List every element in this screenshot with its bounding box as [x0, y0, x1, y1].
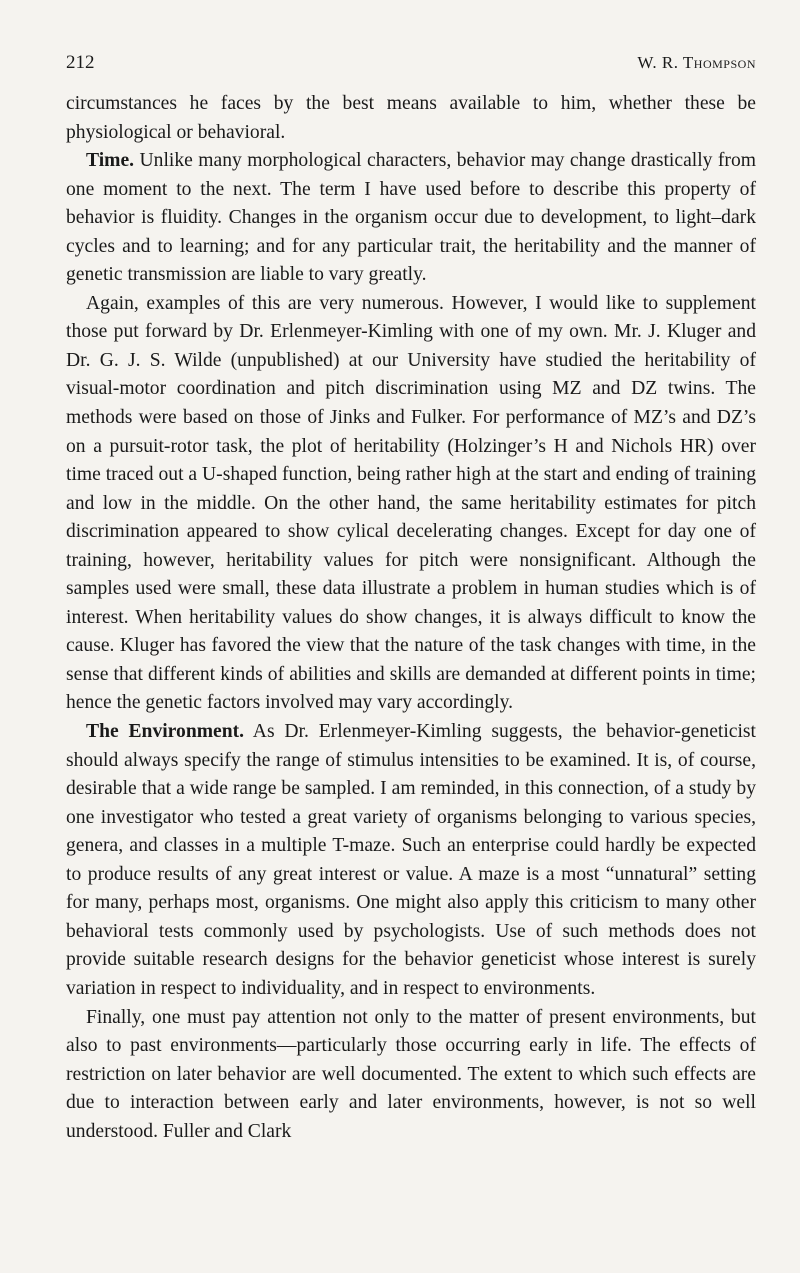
book-page: [66, 52, 756, 1146]
paragraph-1-text: circumstances he faces by the best means available to him, whether these be physiological or behavioral.: [66, 93, 756, 143]
paragraph-5: [66, 1004, 756, 1147]
page-header: [66, 52, 756, 90]
paragraph-3: [66, 290, 756, 718]
paragraph-1: [66, 90, 756, 147]
paragraph-2-text: Unlike many morphological characters, behavior may change drastically from one moment to the next. The term I have used before to describe this property of behavior is fluidity. Changes in the organism occur due to development, to light–dark cycles and to learning; and for any particular trait, the heritability and the manner of genetic transmission are liable to vary greatly.: [66, 150, 756, 286]
paragraph-2: [66, 147, 756, 290]
section-heading-time: Time.: [86, 150, 135, 172]
paragraph-4: [66, 718, 756, 1003]
page-number: 212: [66, 52, 95, 73]
paragraph-3-text: Again, examples of this are very numerous. However, I would like to supplement those put forward by Dr. Erlenmeyer-Kimling with one of my own. Mr. J. Kluger and Dr. G. J. S. Wilde (unpublished) at our University have studied the heritability of visual-motor coordination and pitch discrimination using MZ and DZ twins. The methods were based on those of Jinks and Fulker. For performance of MZ’s and DZ’s on a pursuit-rotor task, the plot of heritability (Holzinger’s H and Nichols HR) over time traced out a U-shaped function, being rather high at the start and ending of training and low in the middle. On the other hand, the same heritability estimates for pitch discrimination appeared to show cylical decelerating changes. Except for day one of training, however, heritability values for pitch were nonsignificant. Although the samples used were small, these data illustrate a problem in human studies which is of interest. When heritability values do show changes, it is always difficult to know the cause. Kluger has favored the view that the nature of the task changes with time, in the sense that different kinds of abilities and skills are demanded at different points in time; hence the genetic factors involved may vary accordingly.: [66, 292, 756, 714]
section-heading-environment: The Environment.: [86, 721, 245, 743]
body-text: [66, 90, 756, 1146]
paragraph-4-text: As Dr. Erlenmeyer-Kimling suggests, the behavior-geneticist should always specify the range of stimulus intensities to be examined. It is, of course, desirable that a wide range be sampled. I am reminded, in this connection, of a study by one investigator who tested a great variety of organisms belonging to various species, genera, and classes in a multiple T-maze. Such an enterprise could hardly be expected to produce results of any great interest or value. A maze is a most “unnatural” setting for many, perhaps most, organisms. One might also apply this criticism to many other behavioral tests commonly used by psychologists. Use of such methods does not provide suitable research designs for the behavior geneticist whose interest is surely variation in respect to individuality, and in respect to environments.: [66, 721, 756, 999]
running-head: W. R. Thompson: [637, 53, 756, 72]
paragraph-5-text: Finally, one must pay attention not only to the matter of present environments, but also to past environments—particularly those occurring early in life. The effects of restriction on later behavior are well documented. The extent to which such effects are due to interaction between early and later environments, however, is not so well understood. Fuller and Clark: [66, 1006, 756, 1142]
